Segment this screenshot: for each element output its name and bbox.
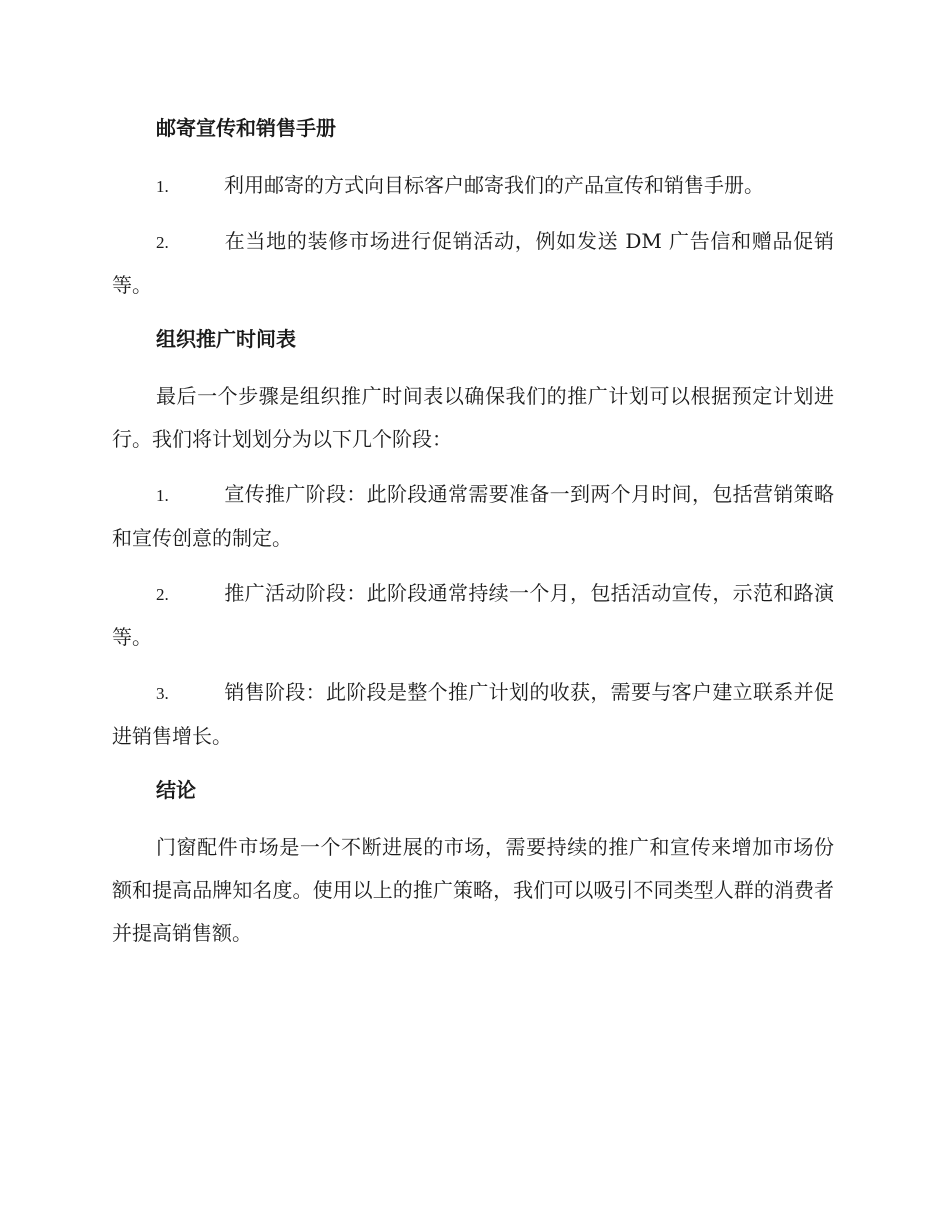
section-promotion-schedule bbox=[112, 319, 834, 758]
section-intro-paragraph: 最后一个步骤是组织推广时间表以确保我们的推广计划可以根据预定计划进行。我们将计划划分为以下几个阶段： bbox=[112, 384, 834, 451]
list-item bbox=[112, 164, 834, 208]
list-item-text: 利用邮寄的方式向目标客户邮寄我们的产品宣传和销售手册。 bbox=[224, 173, 764, 197]
list-item bbox=[112, 220, 834, 307]
list-item bbox=[112, 671, 834, 758]
list-item bbox=[112, 473, 834, 560]
conclusion-paragraph: 门窗配件市场是一个不断进展的市场，需要持续的推广和宣传来增加市场份额和提高品牌知名度。使用以上的推广策略，我们可以吸引不同类型人群的消费者并提高销售额。 bbox=[112, 835, 834, 945]
document-page bbox=[112, 108, 834, 967]
list-item-number: 2. bbox=[156, 585, 169, 604]
list-item-number: 1. bbox=[156, 177, 169, 196]
list-item-text: 宣传推广阶段：此阶段通常需要准备一到两个月时间，包括营销策略和宣传创意的制定。 bbox=[112, 482, 834, 550]
section-conclusion bbox=[112, 770, 834, 955]
list-item-text: 销售阶段：此阶段是整个推广计划的收获，需要与客户建立联系并促进销售增长。 bbox=[112, 680, 834, 748]
list-item-text: 推广活动阶段：此阶段通常持续一个月，包括活动宣传，示范和路演等。 bbox=[112, 581, 834, 649]
section-heading: 组织推广时间表 bbox=[156, 327, 296, 351]
list-item-text: 在当地的装修市场进行促销活动，例如发送 DM 广告信和赠品促销等。 bbox=[112, 229, 834, 297]
section-heading: 结论 bbox=[156, 778, 196, 802]
list-item-number: 3. bbox=[156, 684, 169, 703]
section-heading: 邮寄宣传和销售手册 bbox=[156, 116, 336, 140]
list-item bbox=[112, 572, 834, 659]
list-item-number: 2. bbox=[156, 233, 169, 252]
list-item-number: 1. bbox=[156, 486, 169, 505]
section-mail-brochure bbox=[112, 108, 834, 307]
